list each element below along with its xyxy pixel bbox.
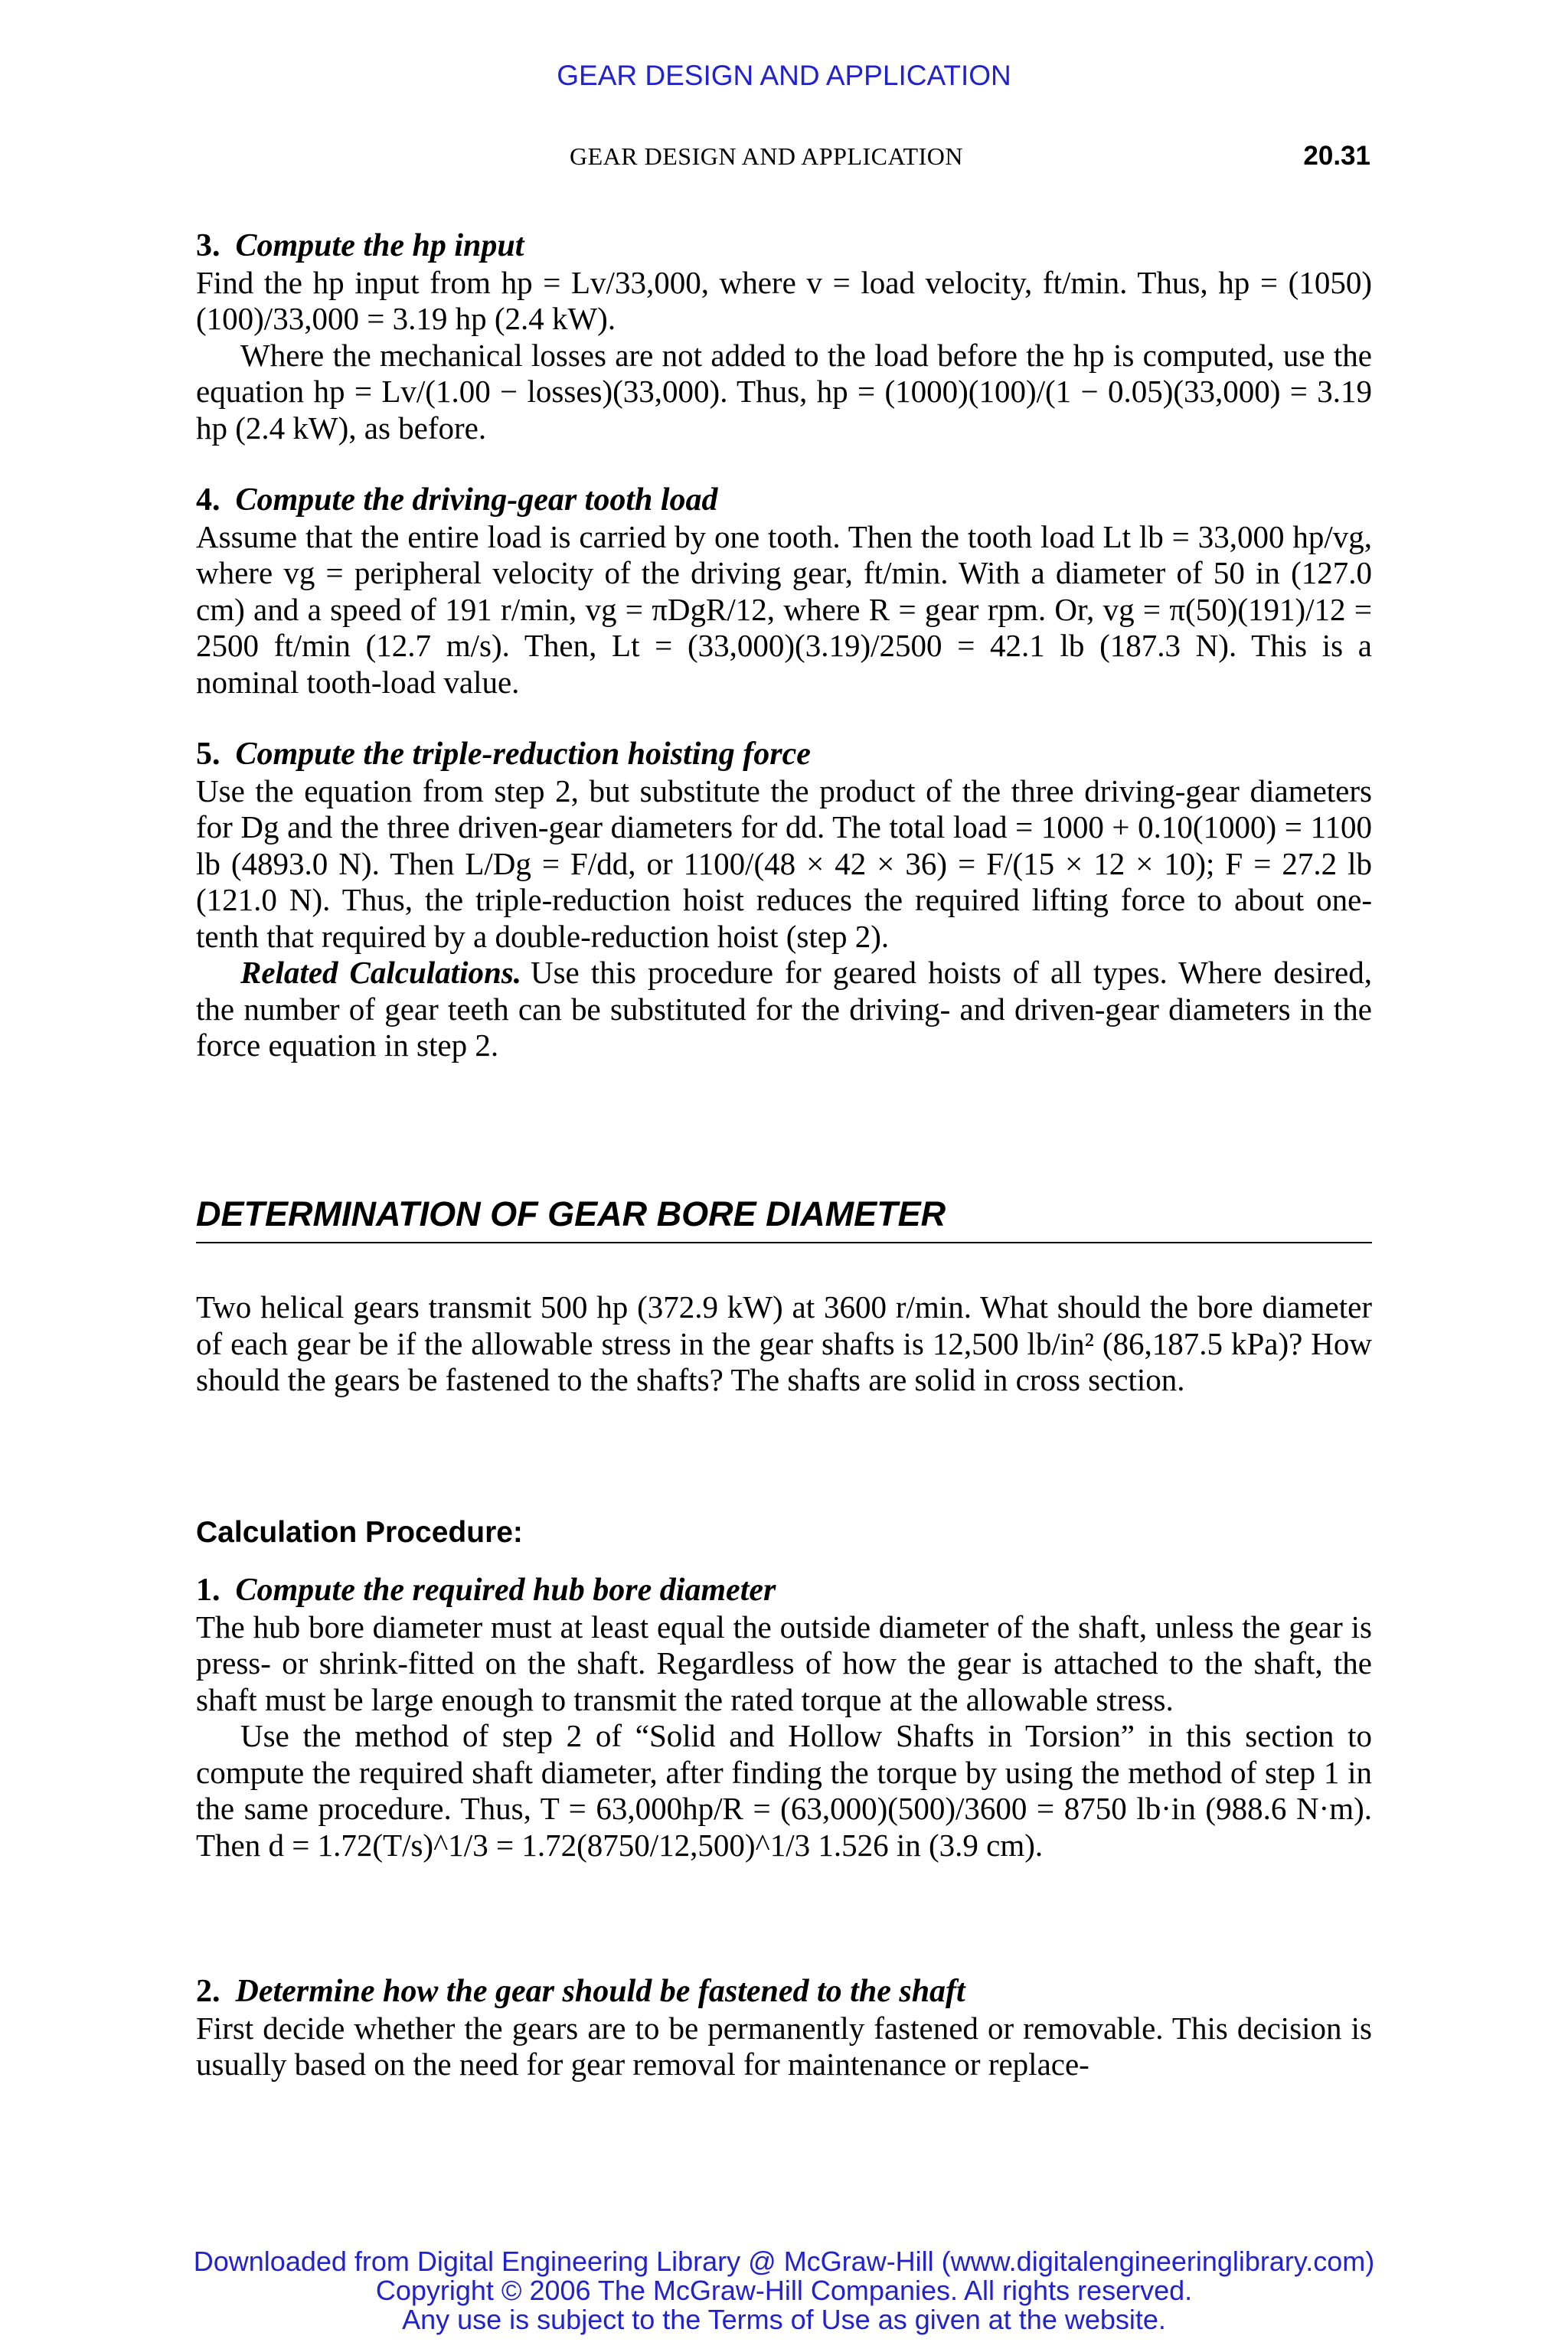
step-title: Determine how the gear should be fastened to the shaft: [235, 1974, 965, 2009]
step-3-heading: [196, 228, 1372, 265]
problem-statement-block: [196, 1289, 1372, 1399]
footer: [0, 2247, 1568, 2334]
step-4-heading: [196, 482, 1372, 519]
footer-download-link[interactable]: Downloaded from Digital Engineering Library @ McGraw-Hill (www.digitalengineeringlibrary.com): [193, 2246, 1375, 2277]
bore-step-1-paragraph-1: The hub bore diameter must at least equal the outside diameter of the shaft, unless the gear is press- or shrink-fitted on the shaft. Regardless of how the gear is attached to the shaft, the shaft must be large enough to transmit the rated torque at the allowable stress.: [196, 1609, 1372, 1717]
step-3-block: [196, 228, 1372, 446]
bore-step-1-block: [196, 1573, 1372, 1864]
footer-terms-link[interactable]: Any use is subject to the Terms of Use as given at the website.: [402, 2304, 1166, 2335]
step-title: Compute the triple-reduction hoisting force: [235, 737, 811, 772]
calculation-procedure-heading: Calculation Procedure:: [196, 1516, 523, 1549]
bore-step-2-block: [196, 1974, 1372, 2083]
bore-step-2-paragraph-1: First decide whether the gears are to be permanently fastened or removable. This decision is usually based on the need for gear removal for maintenance or replace-: [196, 2010, 1372, 2082]
bore-step-1-paragraph-2: Use the method of step 2 of “Solid and Hollow Shafts in Torsion” in this section to compute the required shaft diameter, after finding the torque by using the method of step 1 in the same procedure. Thus, T = 63,000hp/R = (63,000)(500)/3600 = 8750 lb·in (988.6 N·m). Then d = 1.72(T/s)^1/3 = 1.72(8750/12,500)^1/3 1.526 in (3.9 cm).: [196, 1718, 1372, 1863]
step-number: 3.: [196, 228, 220, 263]
page-number: 20.31: [1303, 141, 1370, 171]
step-title: Compute the hp input: [235, 228, 524, 263]
related-calculations-label: Related Calculations.: [240, 955, 521, 990]
section-title: DETERMINATION OF GEAR BORE DIAMETER: [196, 1194, 1372, 1243]
step-3-paragraph-1: Find the hp input from hp = Lv/33,000, where v = load velocity, ft/min. Thus, hp = (1050)(100)/33,000 = 3.19 hp (2.4 kW).: [196, 264, 1372, 336]
step-number: 5.: [196, 737, 220, 772]
step-title: Compute the driving-gear tooth load: [235, 482, 718, 518]
step-title: Compute the required hub bore diameter: [235, 1573, 776, 1608]
running-head: GEAR DESIGN AND APPLICATION: [570, 142, 963, 170]
step-5-heading: [196, 737, 1372, 773]
step-number: 1.: [196, 1573, 220, 1608]
step-4-block: [196, 482, 1372, 701]
bore-step-2-heading: [196, 1974, 1372, 2011]
step-4-paragraph-1: Assume that the entire load is carried by one tooth. Then the tooth load Lt lb = 33,000 hp/vg, where vg = peripheral velocity of the driving gear, ft/min. With a diameter of 50 in (127.0 cm) and a speed of 191 r/min, vg = πDgR/12, where R = gear rpm. Or, vg = π(50)(191)/12 = 2500 ft/min (12.7 m/s). Then, Lt = (33,000)(3.19)/2500 = 42.1 lb (187.3 N). This is a nominal tooth-load value.: [196, 518, 1372, 700]
bore-step-1-heading: [196, 1573, 1372, 1609]
related-calculations-paragraph: [196, 955, 1372, 1064]
chapter-link[interactable]: GEAR DESIGN AND APPLICATION: [557, 60, 1011, 91]
related-calculations-text: Use this procedure for geared hoists of all types. Where desired, the number of gear teeth can be substituted for the driving- and driven-gear diameters in the force equation in step 2.: [196, 955, 1372, 1063]
step-5-paragraph-1: Use the equation from step 2, but substitute the product of the three driving-gear diameters for Dg and the three driven-gear diameters for dd. The total load = 1000 + 0.10(1000) = 1100 lb (4893.0 N). Then L/Dg = F/dd, or 1100/(48 × 42 × 36) = F/(15 × 12 × 10); F = 27.2 lb (121.0 N). Thus, the triple-reduction hoist reduces the required lifting force to about one-tenth that required by a double-reduction hoist (step 2).: [196, 773, 1372, 954]
step-number: 4.: [196, 482, 220, 518]
step-number: 2.: [196, 1974, 220, 2009]
step-3-paragraph-2: Where the mechanical losses are not added to the load before the hp is computed, use the equation hp = Lv/(1.00 − losses)(33,000). Thus, hp = (1000)(100)/(1 − 0.05)(33,000) = 3.19 hp (2.4 kW), as before.: [196, 337, 1372, 446]
footer-copyright: Copyright © 2006 The McGraw-Hill Companies. All rights reserved.: [375, 2275, 1193, 2306]
problem-statement: Two helical gears transmit 500 hp (372.9 kW) at 3600 r/min. What should the bore diameter of each gear be if the allowable stress in the gear shafts is 12,500 lb/in² (86,187.5 kPa)? How should the gears be fastened to the shafts? The shafts are solid in cross section.: [196, 1289, 1372, 1397]
step-5-block: [196, 737, 1372, 1064]
